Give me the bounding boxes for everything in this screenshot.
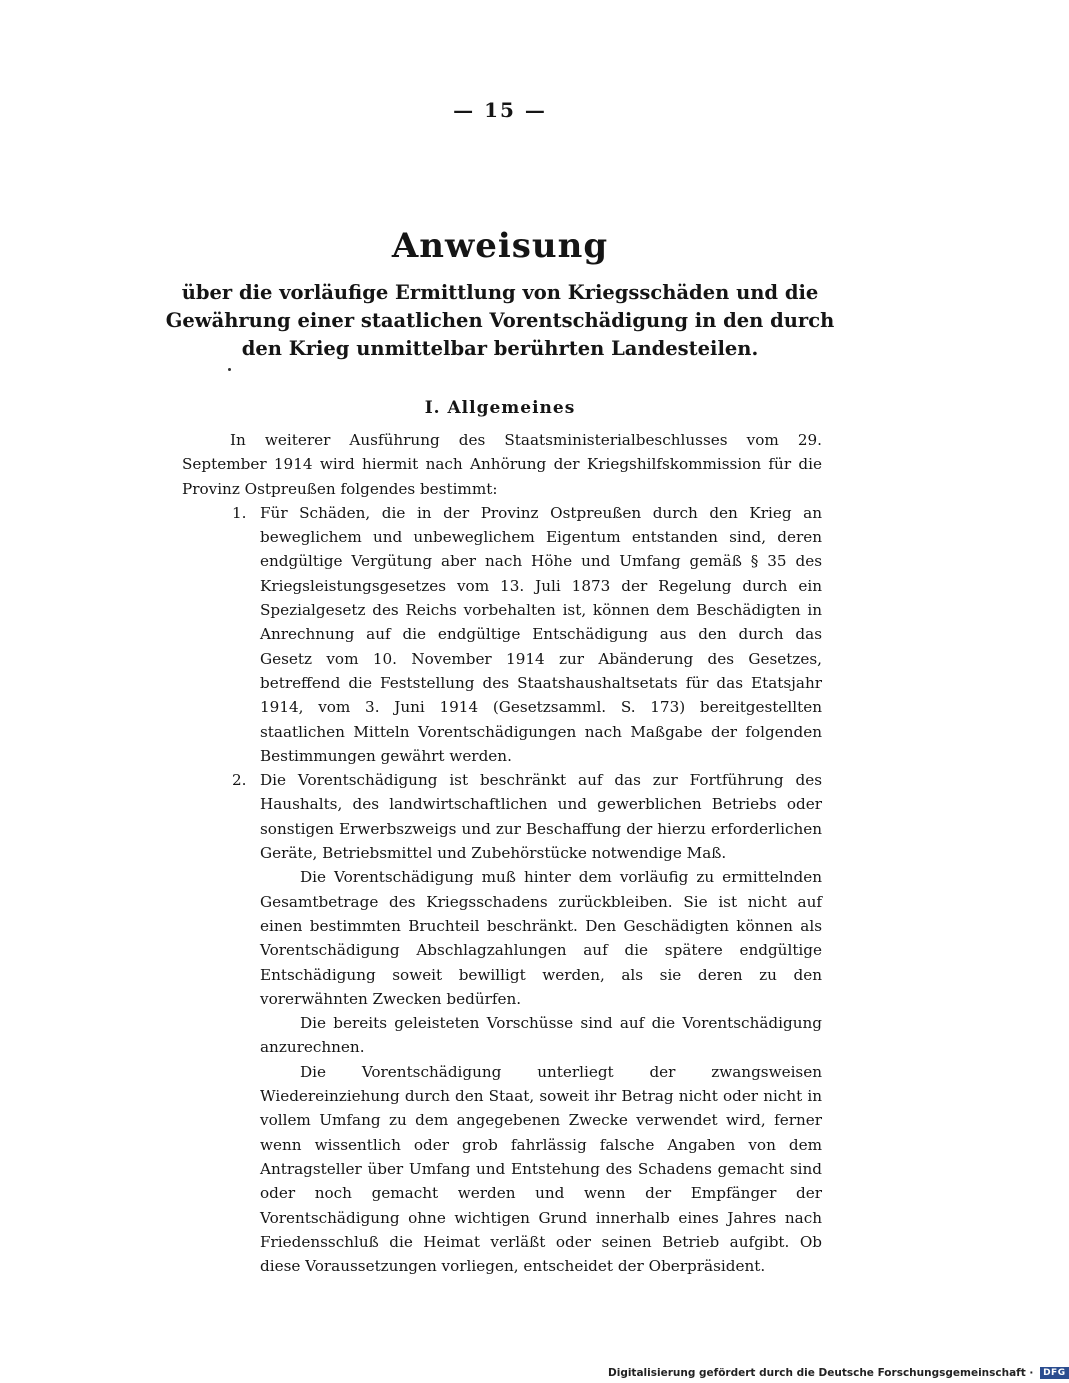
document-subtitle: über die vorläufige Ermittlung von Kriegsschäden und die Gewährung einer staatlichen Vorentschädigung in den durch den Krieg unmittelbar berührten Landesteilen. bbox=[165, 281, 835, 360]
page-number: — 15 — bbox=[453, 98, 547, 122]
document-title: Anweisung bbox=[391, 226, 609, 266]
list-item-2 bbox=[182, 768, 822, 1278]
list-item-number: 1. bbox=[232, 503, 247, 522]
digitization-footer bbox=[608, 1367, 1069, 1379]
body-text bbox=[182, 428, 822, 1278]
list-item-1 bbox=[182, 501, 822, 768]
print-speck bbox=[228, 368, 231, 371]
list-item-paragraph: Für Schäden, die in der Provinz Ostpreußen durch den Krieg an beweglichem und unbeweglichem Eigentum entstanden sind, deren endgültige Vergütung aber nach Höhe und Umfang gemäß § 35 des Kriegsleistungsgesetzes vom 13. Juli 1873 der Regelung durch ein Spezialgesetz des Reichs vorbehalten ist, können dem Beschädigten in Anrechnung auf die endgültige Entschädigung aus den durch das Gesetz vom 10. November 1914 zur Abänderung des Gesetzes, betreffend die Feststellung des Staatshaushaltsetats für das Etatsjahr 1914, vom 3. Juni 1914 (Gesetzsamml. S. 173) bereitgestellten staatlichen Mitteln Vorentschädigungen nach Maßgabe der folgenden Bestimmungen gewährt werden. bbox=[260, 503, 822, 765]
list-item-paragraph: Die Vorentschädigung ist beschränkt auf das zur Fortführung des Haushalts, des landwirtschaftlichen und gewerblichen Betriebs oder sonstigen Erwerbszweigs und zur Beschaffung der hierzu erforderlichen Geräte, Betriebsmittel und Zubehörstücke notwendige Maß. bbox=[260, 771, 822, 863]
list-item-number: 2. bbox=[232, 771, 247, 790]
footer-separator: · bbox=[1029, 1367, 1034, 1379]
section-heading: I. Allgemeines bbox=[424, 398, 576, 418]
dfg-logo: DFG bbox=[1040, 1367, 1069, 1379]
intro-paragraph: In weiterer Ausführung des Staatsministerialbeschlusses vom 29. September 1914 wird hiermit nach Anhörung der Kriegshilfskommission für die Provinz Ostpreußen folgendes bestimmt: bbox=[182, 431, 822, 498]
list-item-paragraph: Die Vorentschädigung unterliegt der zwangsweisen Wiedereinziehung durch den Staat, soweit ihr Betrag nicht oder nicht in vollem Umfang zu dem angegebenen Zwecke verwendet wird, ferner wenn wissentlich oder grob fahrlässig falsche Angaben von dem Antragsteller über Umfang und Entstehung des Schadens gemacht sind oder noch gemacht werden und wenn der Empfänger der Vorentschädigung ohne wichtigen Grund innerhalb eines Jahres nach Friedensschluß die Heimat verläßt oder seinen Betrieb aufgibt. Ob diese Voraussetzungen vorliegen, entscheidet der Oberpräsident. bbox=[260, 1062, 822, 1276]
footer-text: Digitalisierung gefördert durch die Deutsche Forschungsgemeinschaft bbox=[608, 1367, 1026, 1379]
list-item-paragraph: Die bereits geleisteten Vorschüsse sind auf die Vorentschädigung anzurechnen. bbox=[260, 1014, 822, 1057]
list-item-paragraph: Die Vorentschädigung muß hinter dem vorläufig zu ermittelnden Gesamtbetrage des Kriegsschadens zurückbleiben. Sie ist nicht auf einen bestimmten Bruchteil beschränkt. Den Geschädigten können als Vorentschädigung Abschlagzahlungen auf die spätere endgültige Entschädigung soweit bewilligt werden, als sie deren zu den vorerwähnten Zwecken bedürfen. bbox=[260, 868, 822, 1008]
